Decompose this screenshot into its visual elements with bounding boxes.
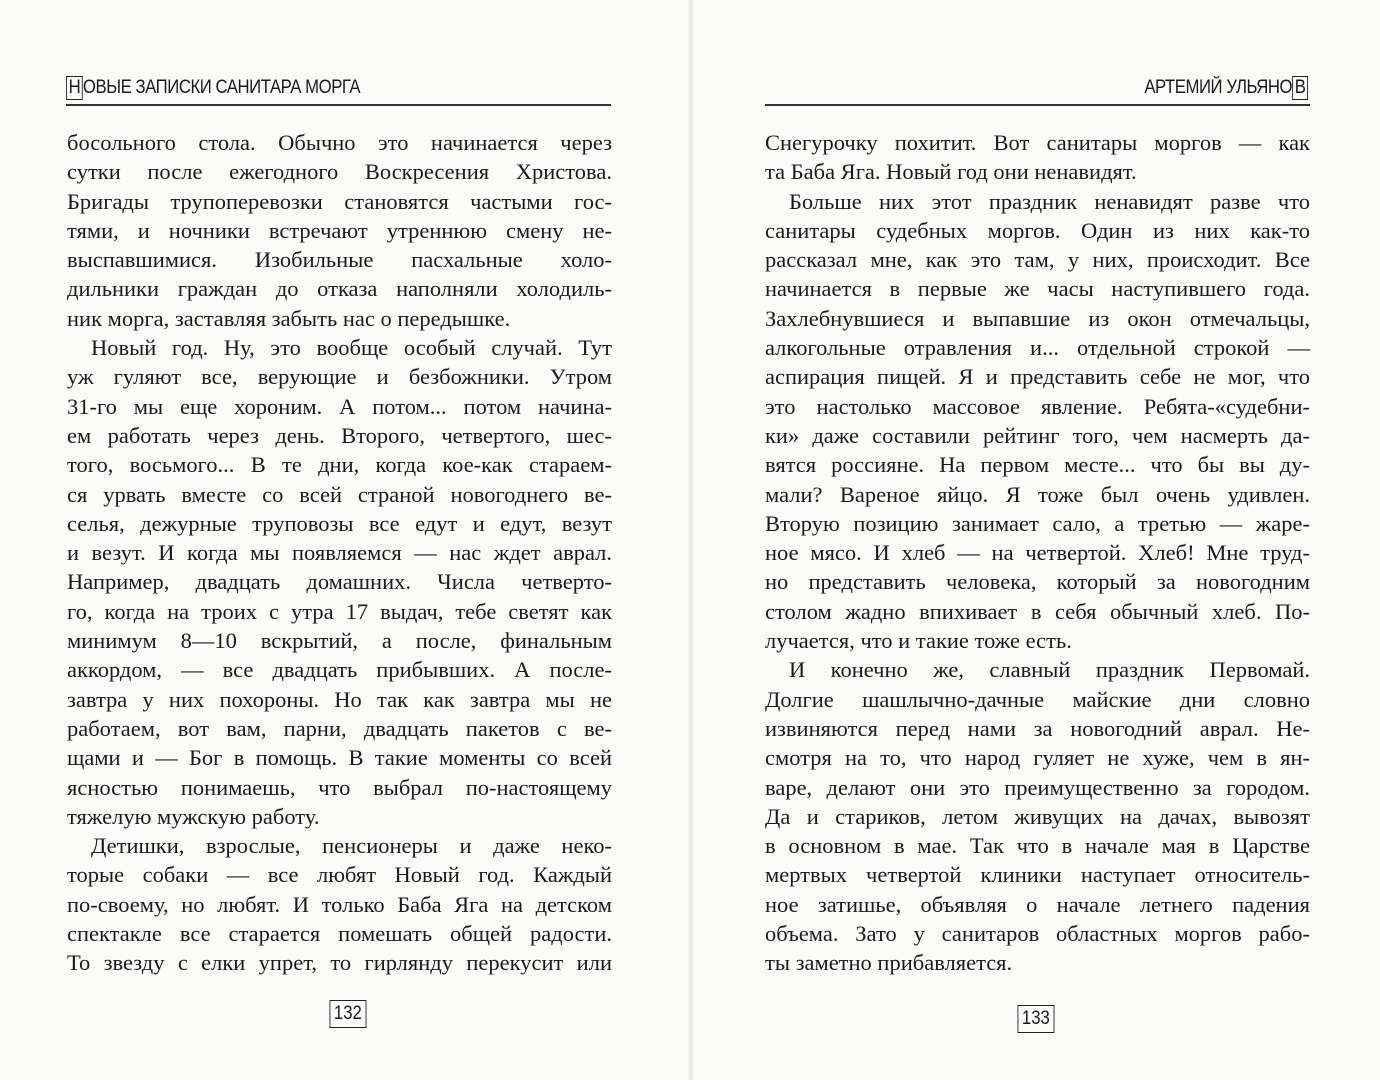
text-line: вятся россияне. На первом месте... что бы вы ду- [765,452,1310,478]
paragraph [765,128,1310,187]
page-number: 132 [330,1000,367,1028]
right-page [690,0,1380,1080]
text-line: но представить человека, который за новогодним [765,569,1310,595]
text-line: селья, дежурные труповозы все едут и едут, везут [67,510,612,536]
text-line: рассказал мне, как это там, у них, происходит. Все [765,247,1310,273]
text-line: работаем, вот вам, парни, двадцать пакетов с ве- [67,715,612,741]
text-line: Снегурочку похитит. Вот санитары моргов — как [765,130,1310,155]
running-header-book-title [66,76,360,100]
text-line: спектакле все старается помешать общей радости. [67,921,612,947]
header-boxed-final: В [1292,76,1308,100]
text-line: завтра у них похороны. Но так как завтра мы не [67,686,612,712]
header-rule [765,104,1310,106]
header-boxed-initial: Н [66,76,83,100]
text-line: мали? Вареное яйцо. Я тоже был очень удивлен. [765,481,1310,507]
text-line: та Баба Яга. Новый год они ненавидят. [765,159,1137,185]
paragraph [765,187,1310,656]
text-line: ник морга, заставляя забыть нас о передышке. [67,305,511,331]
text-line: тяжелую мужскую работу. [67,803,320,829]
text-line: ясностью понимаешь, что выбрал по-настоящему [67,774,612,800]
text-line: босольного стола. Обычно это начинается через [67,130,612,155]
text-line: го, когда на троих с утра 17 выдач, тебе светят как [67,598,612,624]
paragraph [67,128,612,333]
text-line: минимум 8—10 вскрытий, а после, финальным [67,628,612,654]
text-line: Новый год. Ну, это вообще особый случай. Тут [91,335,612,361]
text-line: Вторую позицию занимает сало, а третью — жаре- [765,510,1310,536]
text-line: щами и — Бог в помощь. В такие моменты со всей [67,745,612,771]
text-line: Больше них этот праздник ненавидят разве что [789,188,1310,214]
text-line: смотря на то, что народ гуляет не хуже, чем в ян- [765,745,1310,771]
text-line: аспирация пищей. Я и представить себе не мог, что [765,364,1310,390]
text-line: по-своему, но любят. И только Баба Яга на детском [67,891,612,917]
text-line: алкогольные отравления и... отдельной строкой — [765,335,1310,361]
text-line: уж гуляют все, верующие и безбожники. Утром [67,364,612,390]
text-line: в основном в мае. Так что в начале мая в Царстве [765,833,1310,859]
text-line: Захлебнувшиеся и выпавшие из окон отмечальцы, [765,305,1310,331]
page-number: 133 [1018,1005,1055,1033]
text-line: сутки после ежегодного Воскресения Христова. [67,159,612,185]
text-line: это настолько массовое явление. Ребята-«судебни- [765,393,1310,419]
text-line: аккордом, — все двадцать прибывших. А после- [67,657,612,683]
text-line: Да и стариков, летом живущих на дачах, вывозят [765,803,1310,829]
text-line: Детишки, взрослые, пенсионеры и даже неко- [91,833,612,859]
text-line: начинается в первые же часы наступившего года. [765,276,1310,302]
header-author-text: АРТЕМИЙ УЛЬЯНО [1144,77,1292,98]
paragraph [67,333,612,831]
text-line: ем работать через день. Второго, четвертого, шес- [67,422,612,448]
text-line: мертвых четвертой клиники наступает относитель- [765,862,1310,888]
paragraph [67,831,612,977]
text-line: столом жадно впихивает в себя обычный хлеб. По- [765,598,1310,624]
text-line: То звезду с елки упрет, то гирлянду перекусит или [67,950,612,976]
running-header-author [1144,76,1308,100]
text-line: лучается, что и такие тоже есть. [765,628,1072,654]
body-text [765,128,1310,978]
text-line: ся урвать вместе со всей страной новогоднего ве- [67,481,612,507]
text-line: и везут. И когда мы появляемся — нас ждет аврал. [67,540,612,566]
text-line: ки» даже составили рейтинг того, чем насмерть да- [765,422,1310,448]
text-line: И конечно же, славный праздник Первомай. [789,657,1310,683]
text-line: Бригады трупоперевозки становятся частыми гос- [67,188,612,214]
text-line: того, восьмого... В те дни, когда кое-как стараем- [67,452,612,478]
text-line: Долгие шашлычно-дачные майские дни словно [765,686,1310,712]
text-line: объема. Зато у санитаров областных моргов рабо- [765,921,1310,947]
text-line: выспавшимися. Изобильные пасхальные холо- [67,247,612,273]
text-line: тями, и ночники встречают утреннюю смену не- [67,217,612,243]
header-rule [66,104,611,106]
text-line: 31-го мы еще хороним. А потом... потом начина- [67,393,612,419]
text-line: ное мясо. И хлеб — на четвертой. Хлеб! Мне труд- [765,540,1310,566]
text-line: дильники граждан до отказа наполняли холодиль- [67,276,612,302]
text-line: ты заметно прибавляется. [765,950,1013,976]
paragraph [765,655,1310,977]
body-text [67,128,612,978]
header-title-text: ОВЫЕ ЗАПИСКИ САНИТАРА МОРГА [82,77,361,98]
text-line: санитары судебных моргов. Один из них как-то [765,217,1310,243]
text-line: торые собаки — все любят Новый год. Каждый [67,862,612,888]
text-line: Например, двадцать домашних. Числа четверто- [67,569,612,595]
text-line: варе, делают они это преимущественно за городом. [765,774,1310,800]
text-line: ное затишье, объявляя о начале летнего падения [765,891,1310,917]
text-line: извиняются перед нами за новогодний аврал. Не- [765,715,1310,741]
